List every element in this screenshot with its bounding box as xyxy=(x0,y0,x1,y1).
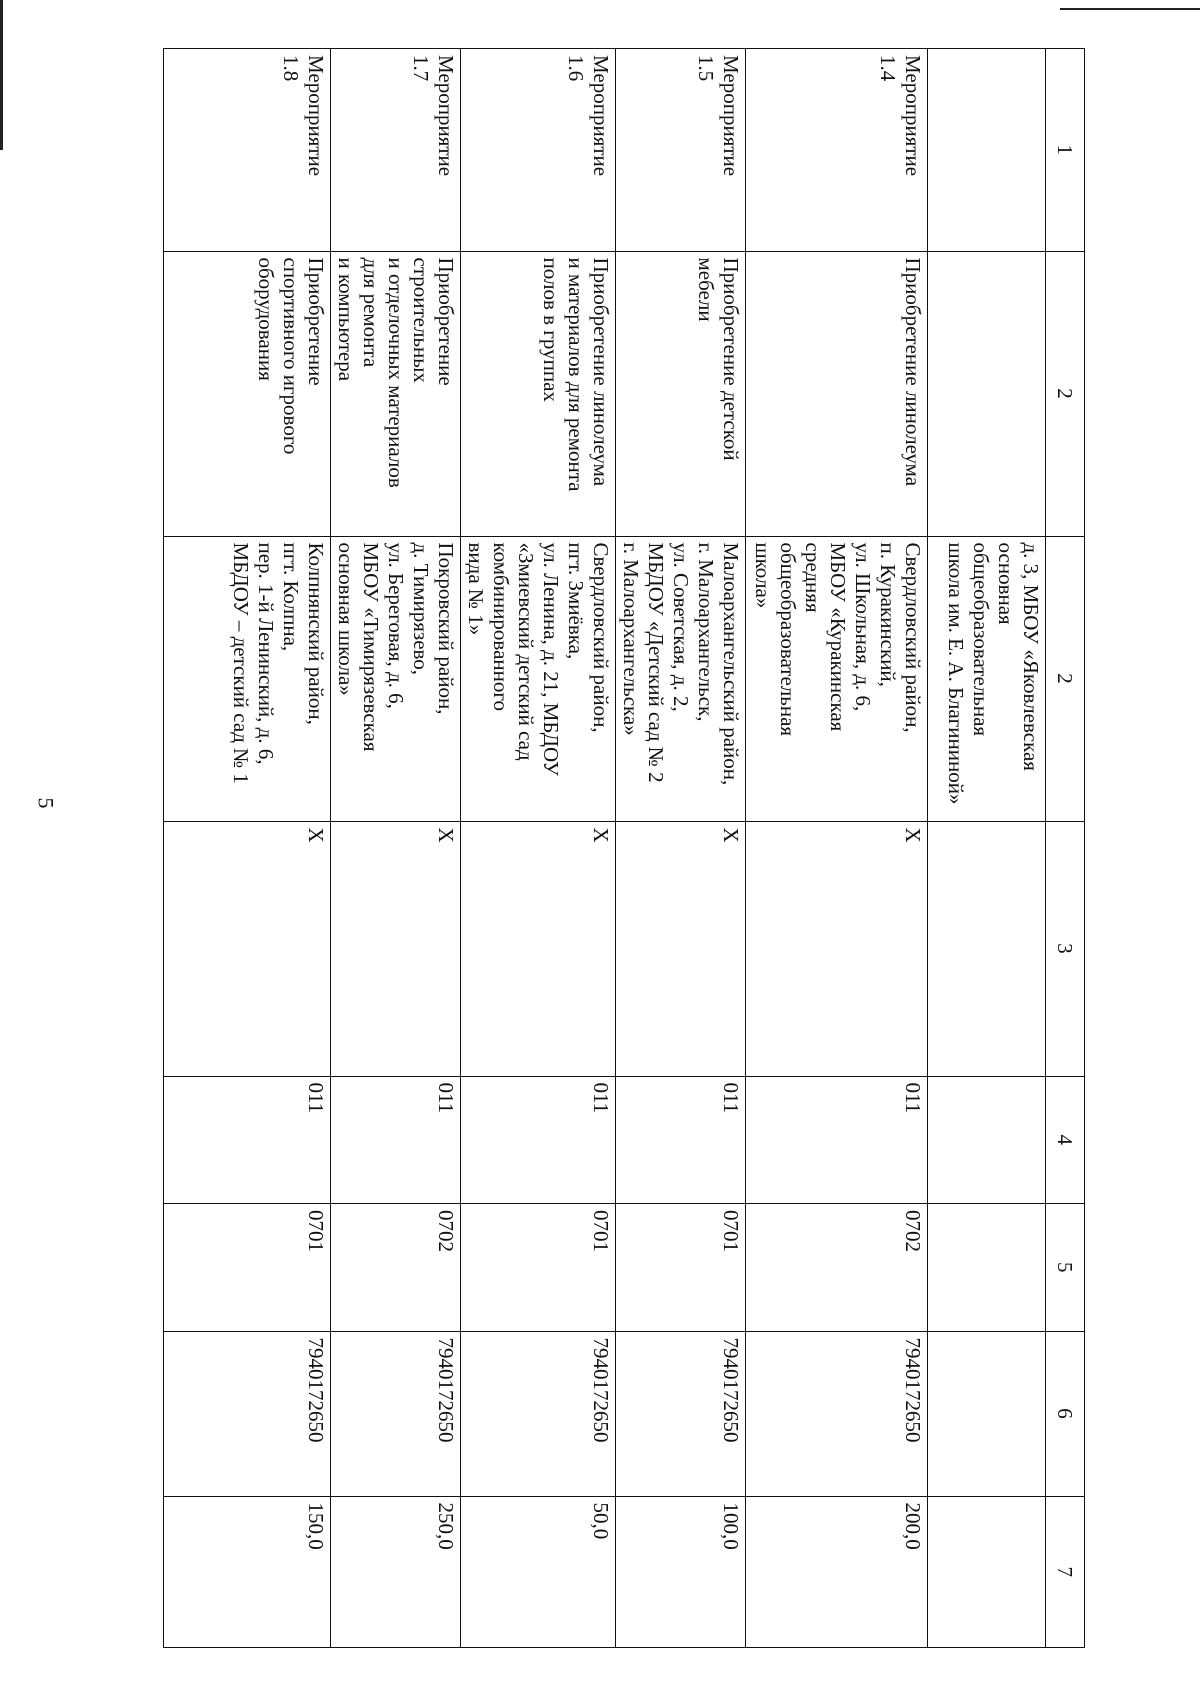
target-code-cell: 7940172650 xyxy=(331,1331,461,1496)
header-cell: 3 xyxy=(1046,821,1085,1076)
target-code-cell: 7940172650 xyxy=(746,1331,928,1496)
header-cell: 6 xyxy=(1046,1331,1085,1496)
marker-cell: X xyxy=(461,821,616,1076)
event-id-cell xyxy=(928,49,1046,252)
marker-cell xyxy=(928,821,1046,1076)
code-cell: 011 xyxy=(461,1076,616,1204)
section-cell: 0701 xyxy=(164,1204,331,1332)
header-cell: 2 xyxy=(1046,251,1085,536)
table-row xyxy=(928,49,1046,1648)
event-id-cell: Мероприятие 1.6 xyxy=(461,49,616,252)
target-code-cell: 7940172650 xyxy=(164,1331,331,1496)
header-row xyxy=(1046,49,1085,1648)
address-cell: Свердловский район, пгт. Змиёвка, ул. Ленина, д. 21, МБДОУ «Змиевский детский сад комбинированного вида № 1» xyxy=(461,536,616,821)
code-cell xyxy=(928,1076,1046,1204)
address-cell: Малоархангельский район, г. Малоархангельск, ул. Советская, д. 2, МБДОУ «Детский сад № 2 г. Малоархангельска» xyxy=(616,536,746,821)
event-id-cell: Мероприятие 1.8 xyxy=(164,49,331,252)
amount-cell: 50,0 xyxy=(461,1496,616,1648)
header-cell: 5 xyxy=(1046,1204,1085,1332)
code-cell: 011 xyxy=(331,1076,461,1204)
target-code-cell: 7940172650 xyxy=(461,1331,616,1496)
amount-cell: 100,0 xyxy=(616,1496,746,1648)
marker-cell: X xyxy=(164,821,331,1076)
amount-cell: 250,0 xyxy=(331,1496,461,1648)
amount-cell xyxy=(928,1496,1046,1648)
target-code-cell: 7940172650 xyxy=(616,1331,746,1496)
page-number: 5 xyxy=(33,797,59,809)
marker-cell: X xyxy=(616,821,746,1076)
scan-edge-left xyxy=(0,0,3,150)
header-cell: 1 xyxy=(1046,49,1085,252)
section-cell: 0702 xyxy=(746,1204,928,1332)
event-name-cell: Приобретение детской мебели xyxy=(616,251,746,536)
table-row xyxy=(616,49,746,1648)
event-id-cell: Мероприятие 1.7 xyxy=(331,49,461,252)
address-cell: Покровский район, д. Тимирязево, ул. Береговая, д. 6, МБОУ «Тимирязевская основная школа» xyxy=(331,536,461,821)
event-name-cell: Приобретение строительных и отделочных материалов для ремонта и компьютера xyxy=(331,251,461,536)
marker-cell: X xyxy=(746,821,928,1076)
event-name-cell: Приобретение линолеума и материалов для ремонта полов в группах xyxy=(461,251,616,536)
address-cell: Свердловский район, п. Куракинский, ул. Школьная, д. 6, МБОУ «Куракинская средняя общеобразовательная школа» xyxy=(746,536,928,821)
amount-cell: 150,0 xyxy=(164,1496,331,1648)
header-cell: 7 xyxy=(1046,1496,1085,1648)
marker-cell: X xyxy=(331,821,461,1076)
target-code-cell xyxy=(928,1331,1046,1496)
address-cell: д. 3, МБОУ «Яковлевская основная общеобразовательная школа им. Е. А. Благининой» xyxy=(928,536,1046,821)
code-cell: 011 xyxy=(746,1076,928,1204)
code-cell: 011 xyxy=(164,1076,331,1204)
budget-table xyxy=(163,48,1085,1648)
table-row xyxy=(461,49,616,1648)
table-row xyxy=(746,49,928,1648)
scan-edge-top xyxy=(1060,8,1200,10)
event-name-cell: Приобретение линолеума xyxy=(746,251,928,536)
section-cell: 0701 xyxy=(461,1204,616,1332)
address-cell: Колпнянский район, пгт. Колпна, пер. 1-й Ленинский, д. 6, МБДОУ – детский сад № 1 xyxy=(164,536,331,821)
section-cell xyxy=(928,1204,1046,1332)
event-name-cell: Приобретение спортивного игрового оборудования xyxy=(164,251,331,536)
table-row xyxy=(331,49,461,1648)
event-id-cell: Мероприятие 1.5 xyxy=(616,49,746,252)
header-cell: 4 xyxy=(1046,1076,1085,1204)
header-cell: 2 xyxy=(1046,536,1085,821)
code-cell: 011 xyxy=(616,1076,746,1204)
section-cell: 0702 xyxy=(331,1204,461,1332)
amount-cell: 200,0 xyxy=(746,1496,928,1648)
event-id-cell: Мероприятие 1.4 xyxy=(746,49,928,252)
event-name-cell xyxy=(928,251,1046,536)
table-row xyxy=(164,49,331,1648)
section-cell: 0701 xyxy=(616,1204,746,1332)
document-area xyxy=(169,48,1085,1648)
